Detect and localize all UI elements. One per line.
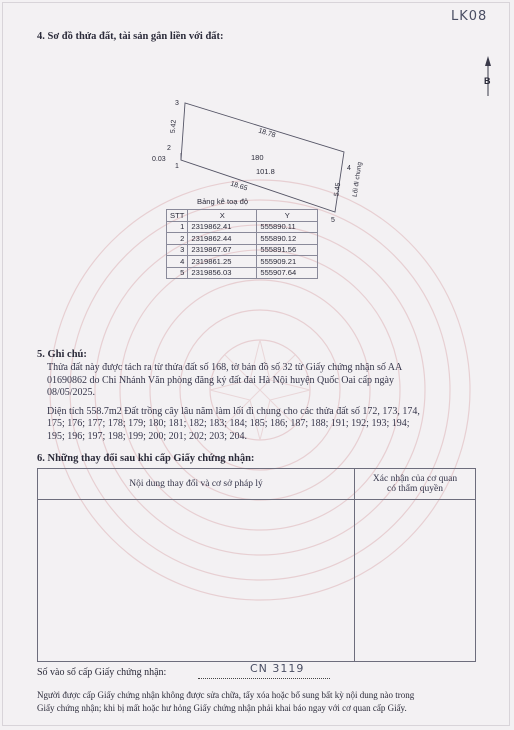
edge-bottom-length: 18.65 bbox=[229, 180, 249, 193]
note-line: 175; 176; 177; 178; 179; 180; 181; 182; 183; 184; 185; 186; 187; 188; 191; 192; 193; 194; bbox=[47, 418, 410, 429]
coord-table-title: Bảng kê toạ độ bbox=[197, 197, 249, 206]
parcel-area: 101.8 bbox=[256, 167, 275, 176]
changes-table bbox=[37, 468, 476, 662]
coord-y: 555890.12 bbox=[257, 233, 318, 245]
coord-y: 555890.11 bbox=[257, 221, 318, 233]
coord-x: 2319862.44 bbox=[188, 233, 257, 245]
coord-x: 2319856.03 bbox=[188, 267, 257, 279]
coord-stt: 2 bbox=[167, 233, 188, 245]
registry-number: CN 3119 bbox=[250, 662, 305, 675]
footer-line-1: Người được cấp Giấy chứng nhận không được sửa chữa, tẩy xóa hoặc bổ sung bất kỳ nội dung nào trong bbox=[37, 690, 415, 700]
coord-stt: 4 bbox=[167, 256, 188, 268]
north-label: B bbox=[484, 76, 491, 86]
parcel-number: 180 bbox=[251, 153, 264, 162]
coordinate-table bbox=[166, 209, 318, 279]
edge-right-length: 5.45 bbox=[333, 182, 343, 197]
coord-header-y: Y bbox=[257, 210, 318, 222]
corner-note: LK08 bbox=[451, 9, 488, 24]
note-line: 08/05/2025. bbox=[47, 387, 96, 398]
changes-confirmation-cell bbox=[355, 500, 476, 662]
changes-header-content: Nội dung thay đổi và cơ sở pháp lý bbox=[38, 469, 355, 500]
coord-x: 2319867.67 bbox=[188, 244, 257, 256]
changes-header-confirmation-line2: có thẩm quyền bbox=[387, 484, 443, 494]
point-label-1: 1 bbox=[175, 163, 179, 170]
point-label-2: 2 bbox=[167, 145, 171, 152]
changes-header-confirmation bbox=[355, 469, 476, 500]
edge-small-length: 0.03 bbox=[152, 156, 166, 163]
coord-x: 2319862.41 bbox=[188, 221, 257, 233]
table-row bbox=[167, 256, 318, 268]
section-6-title: 6. Những thay đổi sau khi cấp Giấy chứng nhận: bbox=[37, 453, 255, 464]
edge-left-length: 5.42 bbox=[169, 119, 178, 134]
footer-line-2: Giấy chứng nhận; khi bị mất hoặc hư hỏng Giấy chứng nhận phải khai báo ngay với cơ quan cấp Giấy. bbox=[37, 703, 407, 713]
registry-label: Số vào sổ cấp Giấy chứng nhận: bbox=[37, 667, 167, 678]
table-row bbox=[167, 233, 318, 245]
changes-header-confirmation-line1: Xác nhận của cơ quan bbox=[372, 474, 458, 484]
changes-content-cell bbox=[38, 500, 355, 662]
section-5-text bbox=[47, 362, 420, 443]
section-4-title: 4. Sơ đồ thửa đất, tài sản gắn liền với đất: bbox=[37, 31, 224, 42]
point-label-3: 3 bbox=[175, 100, 179, 107]
coord-stt: 5 bbox=[167, 267, 188, 279]
registry-dotted-line bbox=[198, 678, 330, 679]
point-label-4: 4 bbox=[347, 165, 351, 172]
coord-stt: 1 bbox=[167, 221, 188, 233]
table-row bbox=[167, 244, 318, 256]
section-5-title: 5. Ghi chú: bbox=[37, 349, 87, 360]
edge-top-length: 18.78 bbox=[257, 127, 277, 140]
coord-header-stt: STT bbox=[167, 210, 188, 222]
table-row bbox=[167, 267, 318, 279]
coord-stt: 3 bbox=[167, 244, 188, 256]
note-line: Diện tích 558.7m2 Đất trồng cây lâu năm làm lối đi chung cho các thửa đất số 172, 173, 174, bbox=[47, 405, 420, 417]
coord-y: 555891.56 bbox=[257, 244, 318, 256]
note-line: 195; 196; 197; 198; 199; 200; 201; 202; 203; 204. bbox=[47, 430, 248, 442]
note-line: 01690862 do Chi Nhánh Văn phòng đăng ký đất đai Hà Nội huyện Quốc Oai cấp ngày bbox=[47, 374, 394, 386]
note-line: Thửa đất này được tách ra từ thửa đất số 168, tờ bản đồ số 32 từ Giấy chứng nhận số AA bbox=[47, 362, 403, 373]
coord-y: 555907.64 bbox=[257, 267, 318, 279]
coord-x: 2319861.25 bbox=[188, 256, 257, 268]
road-label: Lối đi chung bbox=[351, 161, 364, 198]
table-row bbox=[167, 221, 318, 233]
coord-header-x: X bbox=[188, 210, 257, 222]
coord-y: 555909.21 bbox=[257, 256, 318, 268]
point-label-5: 5 bbox=[331, 217, 335, 224]
